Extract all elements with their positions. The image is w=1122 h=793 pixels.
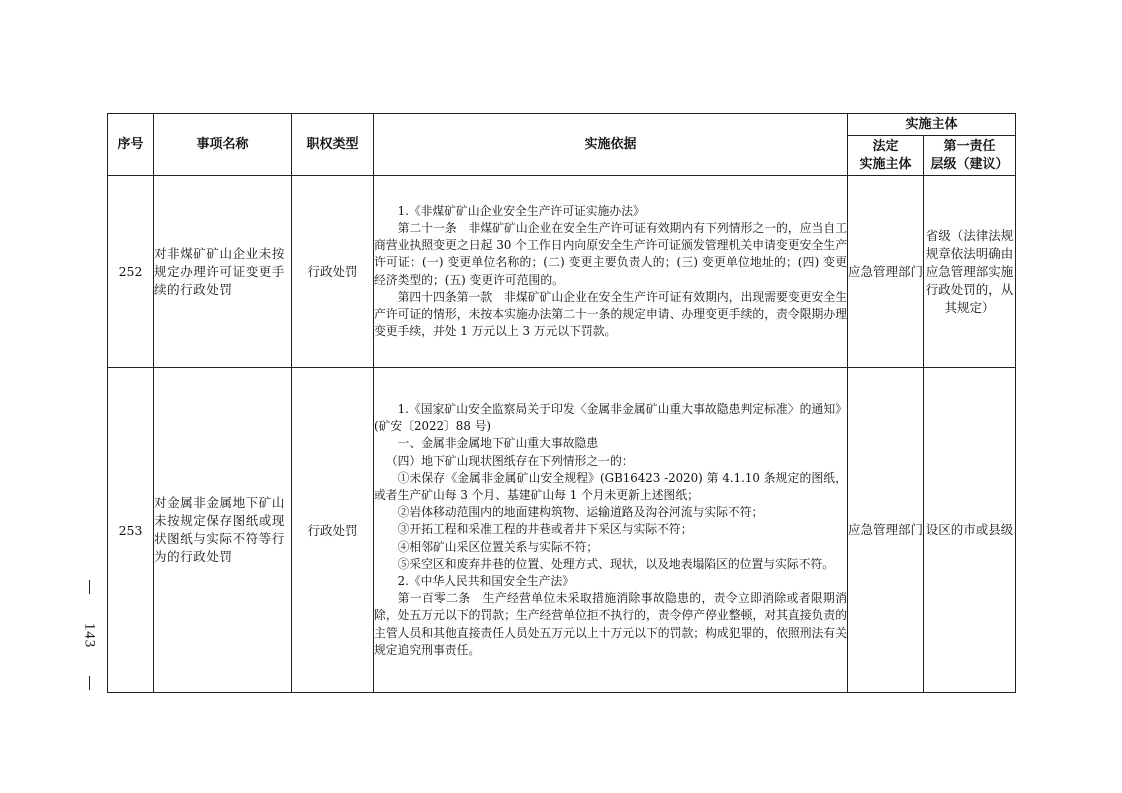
header-first-resp-line1: 第一责任	[943, 138, 996, 154]
header-first-responsibility	[924, 136, 1016, 176]
basis-paragraph: ⑤采空区和废弃井巷的位置、处理方式、现状，以及地表塌陷区的位置与实际不符。	[397, 556, 835, 571]
row-item-name: 对金属非金属地下矿山未按规定保存图纸或现状图纸与实际不符等行为的行政处罚	[154, 368, 292, 693]
basis-paragraph: ②岩体移动范围内的地面建构筑物、运输道路及沟谷河流与实际不符；	[397, 505, 764, 520]
basis-paragraph: 一、金属非金属地下矿山重大事故隐患	[397, 436, 599, 451]
row-basis	[374, 368, 848, 693]
row-power-type: 行政处罚	[292, 176, 374, 368]
row-seq: 252	[108, 176, 154, 368]
page-number-dash-top	[89, 580, 90, 594]
basis-paragraph: 2.《中华人民共和国安全生产法》	[397, 574, 575, 588]
table-row	[108, 368, 1016, 693]
header-basis: 实施依据	[374, 114, 848, 176]
table-row	[108, 176, 1016, 368]
basis-paragraph: （四）地下矿山现状图纸存在下列情形之一的：	[385, 453, 634, 468]
administrative-penalty-table	[107, 113, 1016, 693]
row-first-responsibility: 设区的市或县级	[924, 368, 1016, 693]
basis-paragraph: 第一百零二条 生产经营单位未采取措施消除事故隐患的，责令立即消除或者限期消除，处五万元以下的罚款；生产经营单位拒不执行的，责令停产停业整顿，对其直接负责的主管人员和其他直接责任人员处五万元以上十万元以下的罚款；构成犯罪的，依照刑法有关规定追究刑事责任。	[374, 591, 847, 657]
basis-paragraph: ①未保存《金属非金属矿山安全规程》(GB16423 -2020) 第 4.1.10 条规定的图纸，或者生产矿山每 3 个月、基建矿山每 1 个月未更新上述图纸；	[374, 470, 847, 502]
header-legal-subject-line1: 法定	[872, 138, 899, 154]
row-legal-subject: 应急管理部门	[848, 176, 924, 368]
header-item-name: 事项名称	[154, 114, 292, 176]
row-legal-subject: 应急管理部门	[848, 368, 924, 693]
basis-paragraph: 第二十一条 非煤矿矿山企业在安全生产许可证有效期内有下列情形之一的，应当自工商营业执照变更之日起 30 个工作日内向原安全生产许可证颁发管理机关申请变更安全生产许可证：(一) 变更单位名称的；(二) 变更主要负责人的；(三) 变更单位地址的；(四) 变更经济类型的；(五) 变更许可范围的。	[374, 220, 847, 287]
basis-paragraph: 1.《国家矿山安全监察局关于印发〈金属非金属矿山重大事故隐患判定标准〉的通知》(矿安〔2022〕88 号)	[374, 401, 847, 434]
basis-paragraph: ④相邻矿山采区位置关系与实际不符；	[397, 539, 599, 554]
header-legal-subject	[848, 136, 924, 176]
row-seq: 253	[108, 368, 154, 693]
basis-paragraph: 1.《非煤矿矿山企业安全生产许可证实施办法》	[397, 203, 645, 218]
basis-paragraph: 第四十四条第一款 非煤矿矿山企业在安全生产许可证有效期内，出现需要变更安全生产许可证的情形，未按本实施办法第二十一条的规定申请、办理变更手续的，责令限期办理变更手续，并处 1 万元以上 3 万元以下罚款。	[374, 289, 847, 339]
page-number	[76, 580, 102, 690]
row-power-type: 行政处罚	[292, 368, 374, 693]
header-first-resp-line2: 层级（建议）	[930, 156, 1009, 172]
header-power-type: 职权类型	[292, 114, 374, 176]
header-subject-group: 实施主体	[848, 114, 1016, 136]
basis-paragraph: ③开拓工程和采准工程的井巷或者井下采区与实际不符；	[397, 522, 693, 537]
row-basis	[374, 176, 848, 368]
row-item-name: 对非煤矿矿山企业未按规定办理许可证变更手续的行政处罚	[154, 176, 292, 368]
page-number-text: 143	[81, 622, 98, 648]
header-legal-subject-line2: 实施主体	[859, 156, 912, 172]
header-seq: 序号	[108, 114, 154, 176]
header-row-1	[108, 114, 1016, 136]
page-number-dash-bottom	[89, 676, 90, 690]
row-first-responsibility: 省级（法律法规规章依法明确由应急管理部实施行政处罚的，从其规定）	[924, 176, 1016, 368]
